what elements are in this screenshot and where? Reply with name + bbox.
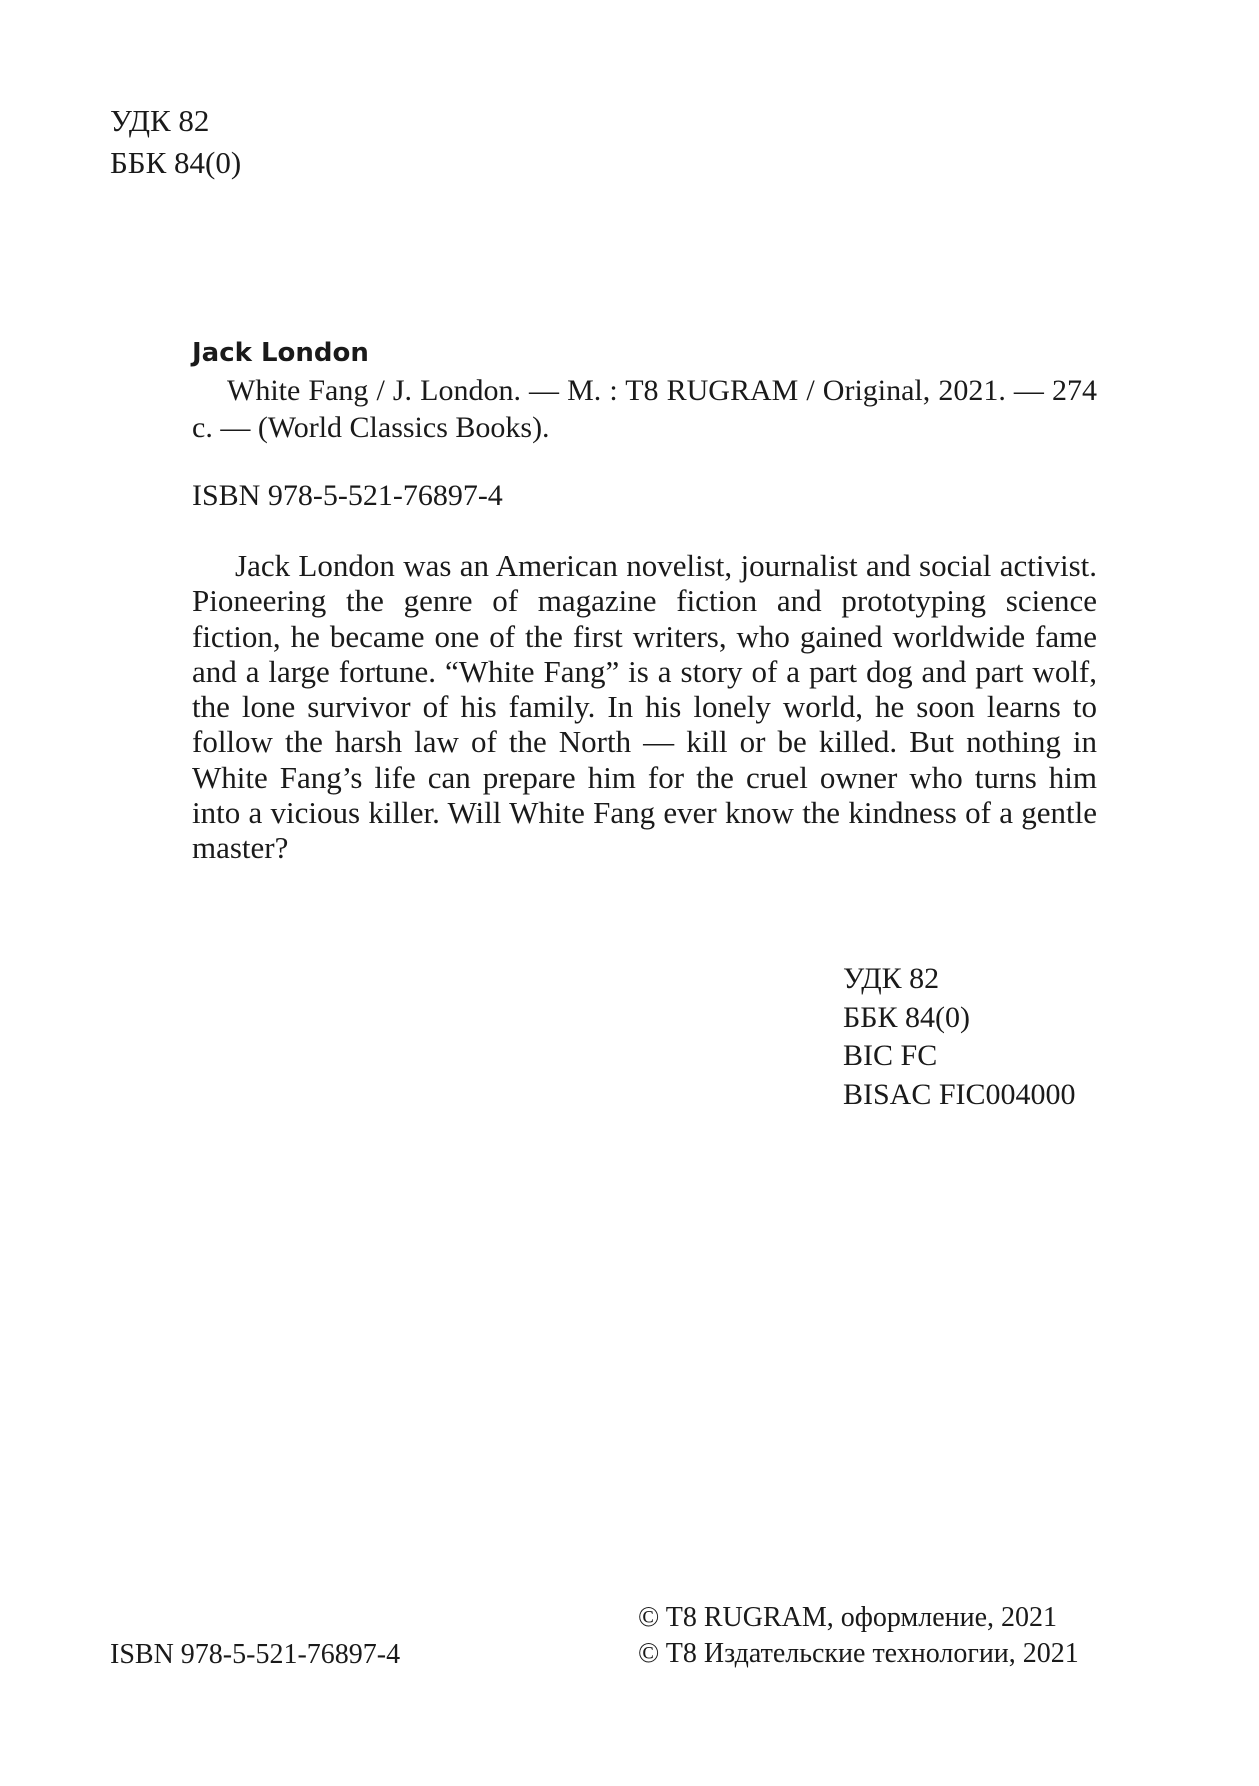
copyright-publisher: © T8 Издательские технологии, 2021 (638, 1638, 1079, 1669)
udk-code-right: УДК 82 (843, 962, 940, 995)
copyright-design: © T8 RUGRAM, оформление, 2021 (638, 1602, 1058, 1633)
bic-code: BIC FC (843, 1039, 938, 1072)
header-codes (110, 100, 241, 184)
bbk-code: ББК 84(0) (110, 145, 242, 180)
bibliographic-record (192, 334, 1097, 866)
bbk-code-right: ББК 84(0) (843, 1000, 970, 1034)
classification-codes (843, 960, 1076, 1114)
author-name: Jack London (192, 338, 369, 368)
udk-code: УДК 82 (110, 103, 210, 138)
record-isbn: ISBN 978-5-521-76897-4 (192, 479, 503, 512)
copyright-block (638, 1600, 1079, 1672)
bibliographic-description: White Fang / J. London. — M. : T8 RUGRAM / Original, 2021. — 274 c. — (World Classics Books). (192, 374, 1097, 444)
bisac-code: BISAC FIC004000 (843, 1077, 1076, 1111)
footer-isbn: ISBN 978-5-521-76897-4 (110, 1639, 401, 1670)
annotation-text: Jack London was an American novelist, journalist and social activist. Pioneering the genre of magazine fiction and prototyping science fiction, he became one of the first writers, who gained worldwide fame and a large fortune. “White Fang” is a story of a part dog and part wolf, the lone survivor of his family. In his lonely world, he soon learns to follow the harsh law of the North — kill or be killed. But nothing in White Fang’s life can prepare him for the cruel owner who turns him into a vicious killer. Will White Fang ever know the kindness of a gentle master? (192, 548, 1097, 866)
